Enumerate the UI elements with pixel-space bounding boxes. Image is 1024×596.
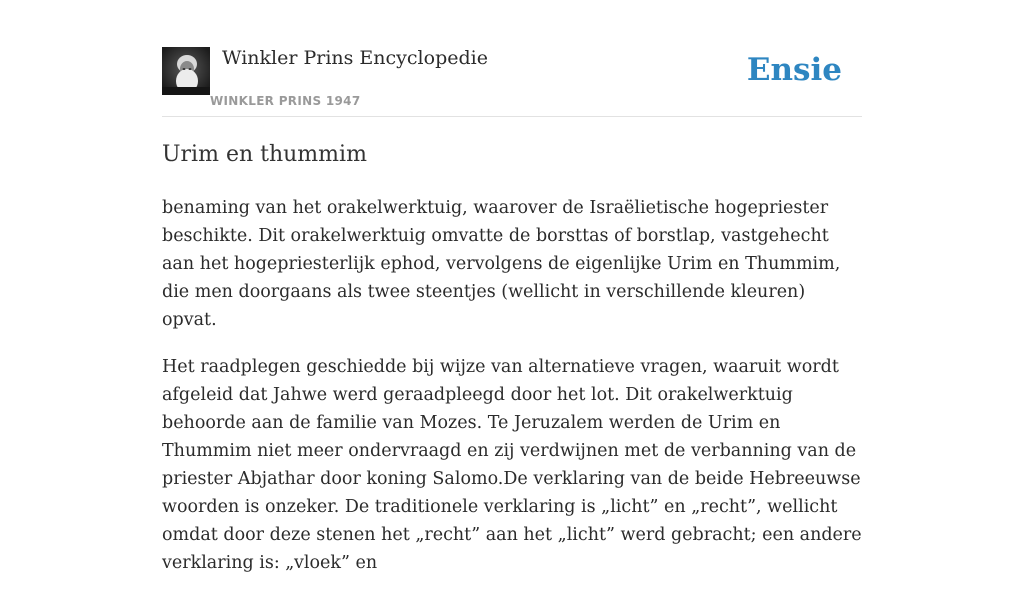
edition-label: WINKLER PRINS 1947 xyxy=(210,94,361,108)
ensie-logo-link[interactable]: Ensie xyxy=(746,52,842,88)
avatar-portrait-image xyxy=(162,47,210,95)
author-avatar[interactable] xyxy=(162,47,210,95)
site-title[interactable]: Winkler Prins Encyclopedie xyxy=(222,47,488,69)
site-header xyxy=(162,44,862,117)
article-paragraph: benaming van het orakelwerktuig, waarover de Israëlietische hogepriester beschikte. Dit orakelwerktuig omvatte de borsttas of borstlap, vastgehecht aan het hogepriesterlijk ephod, vervolgens de eigenlijke Urim en Thummim, die men doorgaans als twee steentjes (wellicht in verschillende kleuren) opvat. xyxy=(162,198,841,330)
article-title: Urim en thummim xyxy=(162,142,367,167)
article xyxy=(162,140,862,596)
article-paragraph: Het raadplegen geschiedde bij wijze van alternatieve vragen, waaruit wordt afgeleid dat Jahwe werd geraadpleegd door het lot. Dit orakelwerktuig behoorde aan de familie van Mozes. Te Jeruzalem werden de Urim en Thummim niet meer ondervraagd en zij verdwijnen met de verbanning van de priester Abjathar door koning Salomo.De verklaring van de beide Hebreeuwse woorden is onzeker. De traditionele verklaring is „licht” en „recht”, wellicht omdat door deze stenen het „recht” aan het „licht” werd gebracht; een andere verklaring is: „vloek” en xyxy=(162,357,862,573)
